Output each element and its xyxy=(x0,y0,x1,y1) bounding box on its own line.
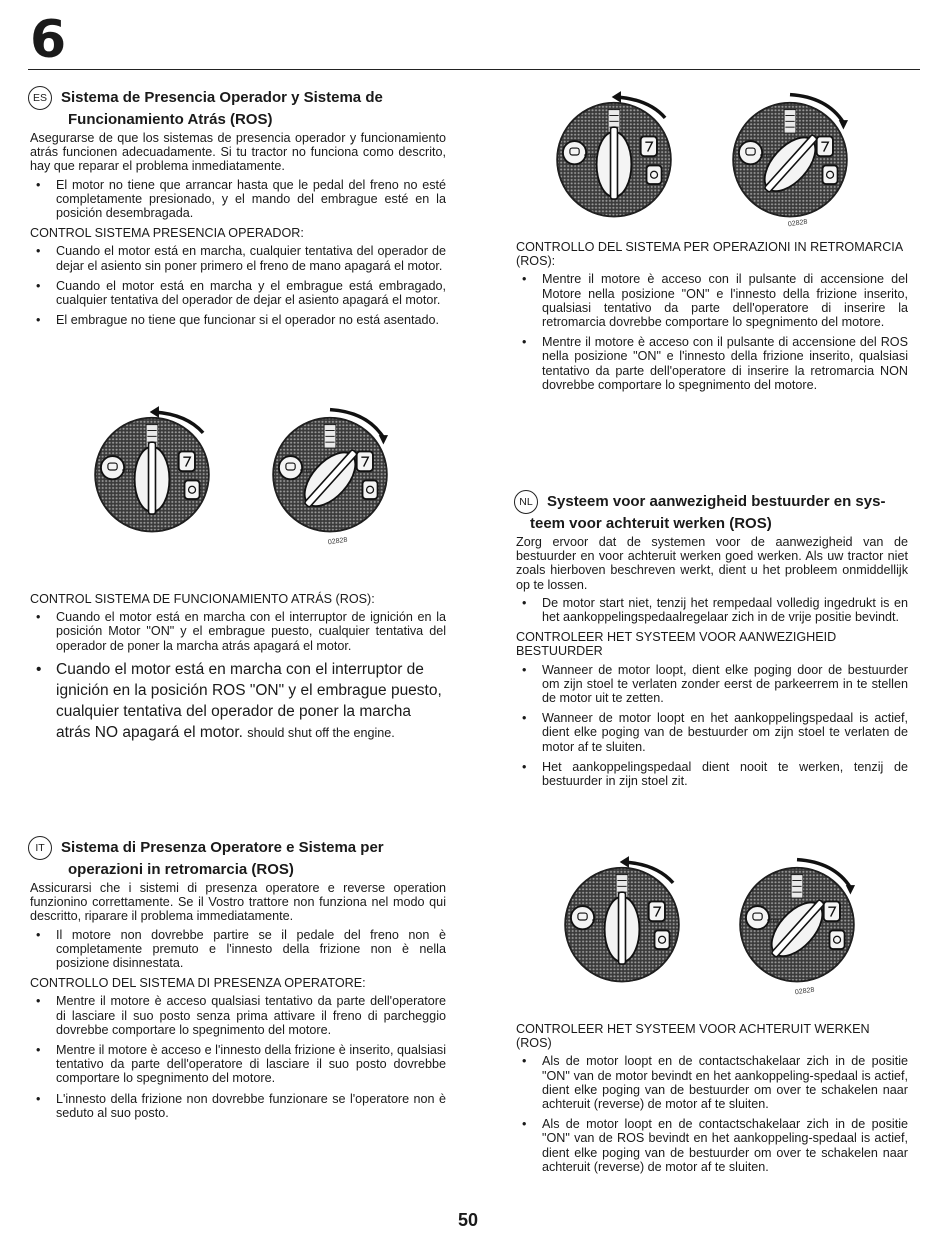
list-item: • Als de motor loopt en de contactschakelaar zich in de positie "ON" van de ROS bevindt en het aankoppeling-spedaal is actief, dient elke poging van de bestuurder om over te schakelen naar achteruit (reverse) de motor af te sluiten. xyxy=(516,1117,908,1174)
section-it-ros xyxy=(516,238,908,398)
language-badge: NL xyxy=(514,490,538,514)
bullet-list-1 xyxy=(516,596,908,624)
title-line-2: Funcionamiento Atrás (ROS) xyxy=(68,111,273,128)
stop-label: STOP xyxy=(299,469,313,475)
intro-paragraph: Asegurarse de que los sistemas de presencia operador y funcionamiento atrás funcionen adecuadamente. Si tu tractor no funciona como descrito, hay que reparar el problema inmediatamente. xyxy=(30,131,446,174)
bullet-list-2 xyxy=(516,663,908,789)
subheading-ros: CONTROL SISTEMA DE FUNCIONAMIENTO ATRÁS (ROS): xyxy=(30,592,375,606)
stop-label: STOP xyxy=(591,919,605,925)
subheading-presence: CONTROLEER HET SYSTEEM VOOR AANWEZIGHEID BESTUURDER xyxy=(516,630,837,659)
list-item-large xyxy=(30,659,446,744)
section-nl xyxy=(516,490,908,794)
intro-paragraph: Zorg ervoor dat de systemen voor de aanwezigheid van de bestuurder en voor achteruit werken goed werken. Als uw tractor niet zoals hierboven beschreven werkt, dient u het probleem onmiddellijk op te lossen. xyxy=(516,535,908,592)
list-item: • El motor no tiene que arrancar hasta que le pedal del freno no esté completamente presionado, y el mando del embrague esté en la posición desembragada. xyxy=(30,178,446,221)
list-item: • De motor start niet, tenzij het rempedaal volledig ingedrukt is en het aankoppelingspedaalregelaar zich in de vrije positie bevindt. xyxy=(516,596,908,624)
language-badge: IT xyxy=(28,836,52,860)
ignition-switch-figure-ros-on xyxy=(735,855,859,985)
section-nl-ros xyxy=(516,1020,908,1180)
subheading-ros: CONTROLEER HET SYSTEEM VOOR ACHTERUIT WERKEN (ROS) xyxy=(516,1022,870,1051)
list-item: • El embrague no tiene que funcionar si el operador no está asentado. xyxy=(30,313,446,327)
list-item: • Mentre il motore è acceso e l'innesto della frizione è inserito, qualsiasi tentativo da parte dell'operatore di lasciare il suo posto dovrebbe comportare lo spegnimento del motore. xyxy=(30,1043,446,1086)
ignition-switch-figure-ros-on xyxy=(728,90,852,220)
list-item: • Cuando el motor está en marcha, cualquier tentativa del operador de dejar el asiento sin poner primero el freno de mano apagará el motor. xyxy=(30,244,446,272)
bullet-list-1 xyxy=(30,178,446,221)
ignition-switch-figure-engine-on xyxy=(90,405,214,535)
list-item: • Wanneer de motor loopt en het aankoppelingspedaal is actief, dient elke poging van de bestuurder om zijn stoel te verlaten de motor af te sluiten. xyxy=(516,711,908,754)
stop-label: STOP xyxy=(759,154,773,160)
header-rule xyxy=(28,69,920,70)
stop-label: STOP xyxy=(121,469,135,475)
title-line-2: operazioni in retromarcia (ROS) xyxy=(68,861,294,878)
figure-code: 02828 xyxy=(327,536,348,547)
small-text: should shut off the engine. xyxy=(247,725,395,740)
large-text: Cuando el motor está en marcha con el interruptor de ignición en la posición ROS "ON" y el embrague puesto, cualquier tentativa del operador de poner la marcha atrás NO apagará el motor. xyxy=(56,660,442,741)
subheading-presence: CONTROLLO DEL SISTEMA DI PRESENZA OPERATORE: xyxy=(30,976,366,991)
section-title xyxy=(30,86,446,129)
section-title xyxy=(516,490,908,533)
chapter-number: 6 xyxy=(30,10,67,70)
bullet-list-3 xyxy=(516,1054,908,1174)
bullet-list-2 xyxy=(30,244,446,327)
bullet-list-1 xyxy=(30,928,446,971)
stop-label: STOP xyxy=(583,154,597,160)
list-item: • Cuando el motor está en marcha con el interruptor de ignición en la posición Motor "ON" y el embrague puesto, cualquier tentativa del operador de poner la marcha atrás apagará el motor. xyxy=(30,610,446,653)
list-item: • Mentre il motore è acceso qualsiasi tentativo da parte dell'operatore di lasciare il suo posto senza prima attivare il freno di parcheggio dovrebbe comportare lo spegnimento del motore. xyxy=(30,994,446,1037)
ignition-switch-figure-engine-on xyxy=(552,90,676,220)
section-it xyxy=(30,836,446,1126)
stop-label: STOP xyxy=(766,919,780,925)
list-item: • Als de motor loopt en de contactschakelaar zich in de positie "ON" van de motor bevindt en het aankoppeling-spedaal is actief, dient elke poging van de bestuurder om over te schakelen naar achteruit (reverse) de motor af te sluiten. xyxy=(516,1054,908,1111)
title-line-1: Systeem voor aanwezigheid bestuurder en sys- xyxy=(547,492,886,510)
section-es-ros xyxy=(30,590,446,750)
intro-paragraph: Assicurarsi che i sistemi di presenza operatore e reverse operation funzionino correttamente. Se il Vostro trattore non funziona nel modo qui descritto, riparare il problema immediatamente. xyxy=(30,881,446,924)
list-item: • Mentre il motore è acceso con il pulsante di accensione del Motore nella posizione "ON" e l'innesto della frizione inserito, qualsiasi tentativo da parte dell'operatore di inserire la retromarcia dovrebbe comportare lo spegnimento del motore. xyxy=(516,272,908,329)
page-number: 50 xyxy=(458,1210,479,1230)
bullet-list-3 xyxy=(30,610,446,744)
section-title xyxy=(30,836,446,879)
list-item: • Mentre il motore è acceso con il pulsante di accensione del ROS nella posizione "ON" e l'innesto della frizione inserito, qualsiasi tentativo da parte dell'operatore di inserire la retromarcia NON dovrebbe comportare lo spegnimento del motore. xyxy=(516,335,908,392)
list-item: • Cuando el motor está en marcha y el embrague está embragado, cualquier tentativa del operador de dejar el asiento apagará el motor. xyxy=(30,279,446,307)
bullet-list-3 xyxy=(516,272,908,392)
list-item: • Il motore non dovrebbe partire se il pedale del freno non è completamente premuto e l'innesto della frizione non è nella posizione disinnestata. xyxy=(30,928,446,971)
list-item: • L'innesto della frizione non dovrebbe funzionare se l'operatore non è seduto al suo posto. xyxy=(30,1092,446,1120)
bullet-list-2 xyxy=(30,994,446,1120)
title-line-1: Sistema di Presenza Operatore e Sistema per xyxy=(61,838,384,856)
ignition-switch-figure-ros-on xyxy=(268,405,392,535)
title-line-2: teem voor achteruit werken (ROS) xyxy=(530,515,772,532)
ignition-switch-figure-engine-on xyxy=(560,855,684,985)
title-line-1: Sistema de Presencia Operador y Sistema de xyxy=(61,88,383,106)
list-item: • Wanneer de motor loopt, dient elke poging door de bestuurder om zijn stoel te verlaten zonder eerst de parkeerrem in te stellen de motor uit te zetten. xyxy=(516,663,908,706)
section-es xyxy=(30,86,446,333)
subheading-ros: CONTROLLO DEL SISTEMA PER OPERAZIONI IN RETROMARCIA (ROS): xyxy=(516,240,903,269)
list-item: • Het aankoppelingspedaal dient nooit te werken, tenzij de bestuurder in zijn stoel zit. xyxy=(516,760,908,788)
subheading-presence: CONTROL SISTEMA PRESENCIA OPERADOR: xyxy=(30,226,304,241)
figure-code: 02828 xyxy=(794,986,815,997)
figure-code: 02828 xyxy=(787,218,808,229)
language-badge: ES xyxy=(28,86,52,110)
